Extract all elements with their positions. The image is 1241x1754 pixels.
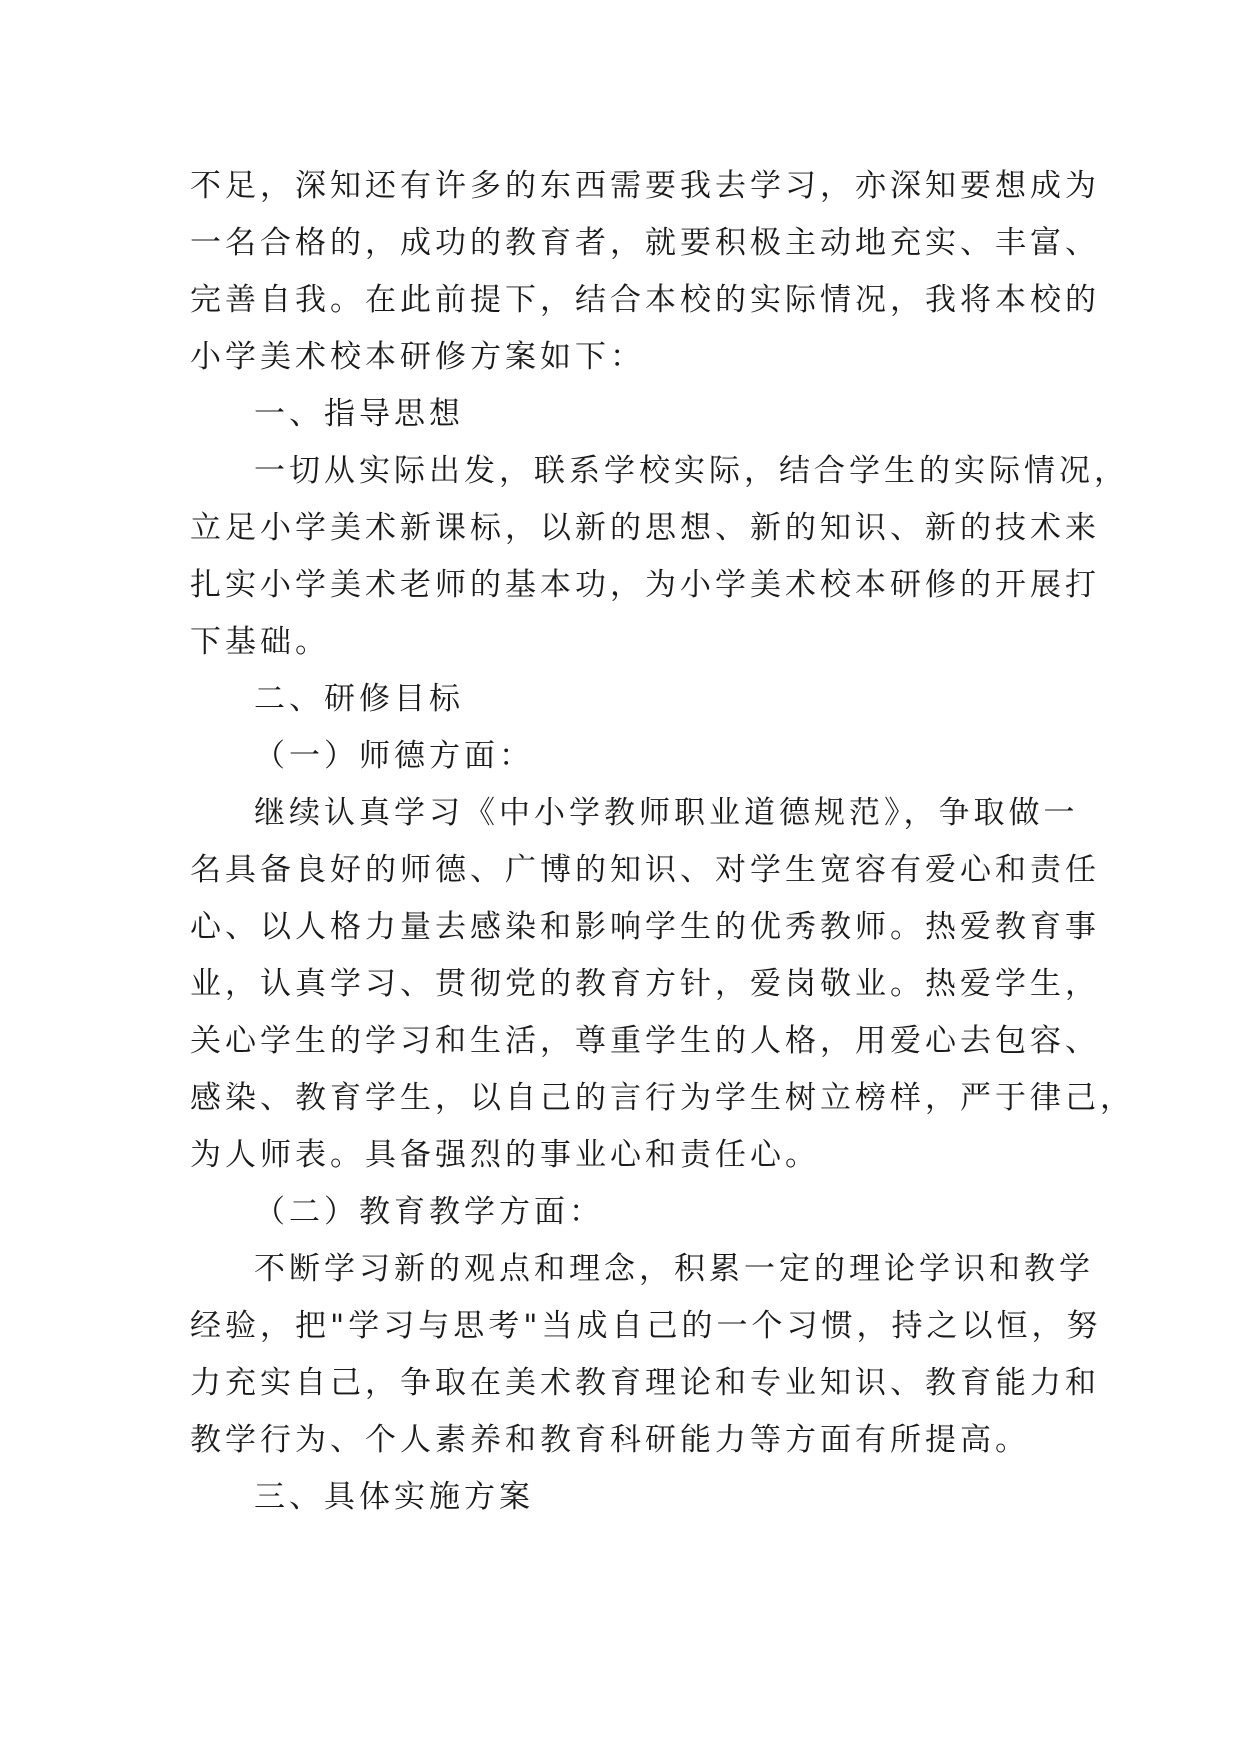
text-line: 力充实自己，争取在美术教育理论和专业知识、教育能力和: [190, 1365, 1100, 1401]
text-line: 经验，把"学习与思考"当成自己的一个习惯，持之以恒，努: [190, 1308, 1102, 1344]
text-line: 立足小学美术新课标，以新的思想、新的知识、新的技术来: [190, 510, 1100, 546]
text-line: 心、以人格力量去感染和影响学生的优秀教师。热爱教育事: [190, 909, 1100, 945]
text-line: 二、研修目标: [254, 681, 464, 717]
text-line: 三、具体实施方案: [254, 1479, 534, 1515]
text-line: 关心学生的学习和生活，尊重学生的人格，用爱心去包容、: [190, 1023, 1100, 1059]
text-line: 一名合格的，成功的教育者，就要积极主动地充实、丰富、: [190, 225, 1100, 261]
text-line: 感染、教育学生，以自己的言行为学生树立榜样，严于律己，: [190, 1080, 1135, 1116]
text-line: （二）教育教学方面：: [254, 1194, 604, 1230]
text-line: 继续认真学习《中小学教师职业道德规范》，争取做一: [254, 795, 1079, 831]
text-line: 为人师表。具备强烈的事业心和责任心。: [190, 1137, 820, 1173]
text-line: 一、指导思想: [254, 396, 464, 432]
text-line: （一）师德方面：: [254, 738, 534, 774]
text-line: 完善自我。在此前提下，结合本校的实际情况，我将本校的: [190, 282, 1100, 318]
text-line: 下基础。: [190, 624, 330, 660]
document-body: [190, 158, 1135, 1526]
text-line: 教学行为、个人素养和教育科研能力等方面有所提高。: [190, 1422, 1030, 1458]
text-line: 业，认真学习、贯彻党的教育方针，爱岗敬业。热爱学生，: [190, 966, 1100, 1002]
text-line: 小学美术校本研修方案如下：: [190, 339, 645, 375]
text-line: 扎实小学美术老师的基本功，为小学美术校本研修的开展打: [190, 567, 1100, 603]
text-line: 不断学习新的观点和理念，积累一定的理论学识和教学: [254, 1251, 1094, 1287]
text-line: 不足，深知还有许多的东西需要我去学习，亦深知要想成为: [190, 168, 1100, 204]
text-line: 一切从实际出发，联系学校实际，结合学生的实际情况，: [254, 453, 1129, 489]
text-line: 名具备良好的师德、广博的知识、对学生宽容有爱心和责任: [190, 852, 1100, 888]
